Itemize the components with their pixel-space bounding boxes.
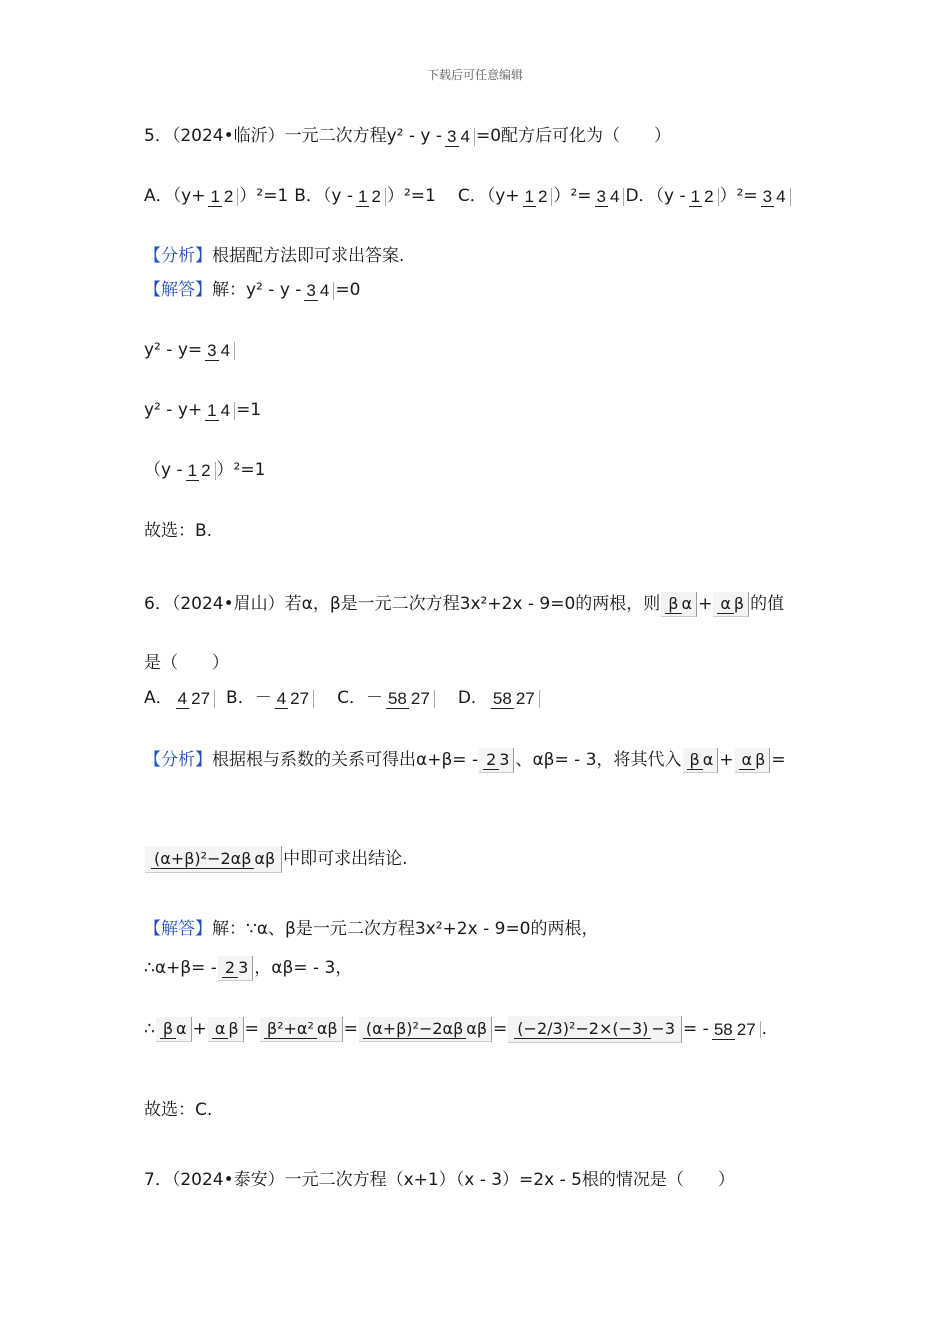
q6-options [144, 690, 541, 708]
denominator: 4 [460, 127, 470, 146]
denominator: 4 [220, 341, 231, 360]
fraction [593, 188, 625, 206]
solution-text-end: =0 [335, 280, 361, 301]
denominator: α [176, 1019, 187, 1038]
fraction [156, 1017, 192, 1042]
period: . [761, 1019, 768, 1039]
option-a-label: A． [144, 688, 173, 709]
denominator: α [681, 594, 693, 613]
denominator: 2 [201, 461, 211, 480]
solution-text-end: ，αβ= - 3， [254, 958, 353, 978]
q6-analysis-line-2 [144, 846, 408, 873]
equals-sign: = [771, 750, 786, 770]
fraction [184, 462, 216, 480]
denominator: αβ [466, 1019, 488, 1038]
fraction [354, 188, 386, 206]
plus-sign: + [719, 750, 734, 770]
numerator: 3 [207, 341, 217, 360]
numerator: 58 [387, 689, 407, 708]
numerator: 1 [210, 187, 220, 206]
q6-solution-line-2 [144, 956, 352, 981]
numerator: 2 [222, 958, 238, 978]
fraction [208, 1017, 244, 1042]
denominator: α [702, 750, 714, 769]
denominator: 27 [191, 689, 211, 708]
numerator: 2 [483, 750, 499, 770]
option-b-tail: ）²=1 [386, 186, 436, 207]
denominator: β [733, 594, 745, 613]
q5-solution [144, 282, 360, 300]
step-text: y² - y= [144, 340, 203, 361]
analysis-text: 根据配方法即可求出答案. [212, 246, 405, 266]
analysis-text: 根据根与系数的关系可得出α+β= - [212, 750, 479, 770]
q6-stem-text-end: 的值 [750, 594, 785, 614]
denominator: 2 [223, 187, 234, 206]
numerator: (α+β)²−2αβ [151, 849, 254, 869]
option-d-label: D．（y - [625, 186, 686, 207]
denominator: −3 [651, 1019, 676, 1038]
option-c-label: C．－ [337, 688, 383, 709]
fraction [260, 1017, 343, 1042]
numerator: 3 [447, 127, 457, 146]
numerator: α [212, 1019, 229, 1039]
denominator: 2 [704, 187, 714, 206]
fraction [384, 690, 435, 708]
fraction [443, 128, 475, 146]
numerator: α [739, 750, 756, 770]
denominator: β [755, 750, 766, 769]
numerator: β²+α² [264, 1019, 317, 1039]
denominator: β [228, 1019, 239, 1038]
numerator: 58 [492, 689, 512, 708]
numerator: β [665, 594, 681, 614]
q6-stem-text: 6．（2024•眉山）若α，β是一元二次方程3x²+2x - 9=0的两根，则 [144, 594, 661, 614]
numerator: 3 [762, 187, 773, 206]
step-text: （y - [144, 460, 183, 481]
q5-step-3 [144, 462, 265, 480]
q5-step-1 [144, 342, 236, 360]
q6-solution-line-3 [144, 1016, 767, 1043]
option-a-label: A．（y+ [144, 186, 206, 207]
fraction [735, 748, 771, 773]
q6-stem-line-2 [144, 655, 229, 672]
numerator: β [160, 1019, 176, 1039]
fraction [302, 282, 334, 300]
step-text-end: ）²=1 [216, 460, 266, 481]
option-b-label: B．－ [226, 688, 272, 709]
answer-choice: 故选：C. [144, 1100, 213, 1120]
plus-sign: + [192, 1019, 207, 1039]
denominator: αβ [316, 1019, 338, 1038]
option-a-tail: ）²=1 [239, 186, 289, 207]
fraction [521, 188, 553, 206]
q6-analysis [144, 748, 786, 773]
fraction [359, 1017, 492, 1042]
q5-stem-text: 5．（2024•临沂）一元二次方程y² - y - [144, 126, 443, 147]
fraction [479, 748, 514, 773]
fraction [174, 690, 215, 708]
analysis-tag: 【分析】 [144, 750, 212, 770]
fraction [759, 188, 791, 206]
option-c-label: C．（y+ [457, 186, 520, 207]
denominator: 3 [499, 750, 510, 769]
q5-options [144, 188, 792, 206]
numerator: α [717, 594, 734, 614]
solution-tag: 【解答】 [144, 280, 212, 301]
denominator: 27 [736, 1019, 756, 1039]
denominator: 4 [776, 187, 786, 206]
equals-sign: = - [683, 1019, 709, 1039]
page-header: 下载后可任意编辑 [426, 68, 523, 82]
numerator: 1 [358, 187, 368, 206]
denominator: 27 [290, 689, 310, 708]
q5-choose [144, 523, 212, 540]
solution-text: 解：∵α、β是一元二次方程3x²+2x - 9=0的两根， [212, 919, 599, 939]
fraction [203, 402, 235, 420]
denominator: 2 [537, 187, 548, 206]
numerator: β [687, 750, 703, 770]
q5-stem [144, 128, 671, 146]
fraction [489, 690, 540, 708]
q5-step-2 [144, 402, 261, 420]
denominator: 2 [371, 187, 381, 206]
denominator: 27 [515, 689, 535, 708]
step-text: y² - y+ [144, 400, 203, 421]
analysis-text-mid: 、αβ= - 3，将其代入 [515, 750, 682, 770]
q7-stem-text: 7．（2024•泰安）一元二次方程（x+1）（x - 3）=2x - 5根的情况是（ ） [144, 1170, 735, 1190]
q6-solution [144, 921, 599, 938]
answer-choice: 故选：B. [144, 521, 213, 541]
fraction [687, 188, 719, 206]
option-d-label: D． [457, 688, 488, 709]
numerator: (α+β)²−2αβ [363, 1019, 466, 1039]
denominator: 3 [238, 958, 249, 977]
q6-stem-text-2: 是（ ） [144, 653, 229, 673]
fraction [203, 342, 235, 360]
numerator: (−2/3)²−2×(−3) [514, 1019, 651, 1039]
analysis-tag: 【分析】 [144, 246, 212, 266]
denominator: αβ [254, 849, 276, 868]
fraction [713, 592, 749, 617]
q7-stem [144, 1172, 735, 1189]
fraction [508, 1016, 682, 1043]
numerator: 1 [207, 401, 217, 420]
option-b-label: B．（y - [294, 186, 354, 207]
fraction [683, 748, 719, 773]
fraction [661, 592, 697, 617]
denominator: 27 [410, 689, 430, 708]
numerator: 3 [596, 187, 606, 206]
equals-sign: = [493, 1019, 508, 1039]
q6-stem [144, 592, 784, 617]
denominator: 4 [220, 401, 231, 420]
analysis-text-end: 中即可求出结论. [283, 849, 408, 869]
equals-sign: = [244, 1019, 259, 1039]
q5-stem-text-end: =0配方后可化为（ ） [475, 126, 672, 147]
therefore-sign: ∴ [144, 1019, 155, 1039]
solution-tag: 【解答】 [144, 919, 212, 939]
fraction [218, 956, 253, 981]
solution-text: ∴α+β= - [144, 958, 217, 978]
fraction [710, 1021, 761, 1039]
numerator: 3 [306, 281, 316, 300]
numerator: 58 [713, 1019, 733, 1039]
option-c-tail: ）²= [553, 186, 592, 207]
numerator: 1 [690, 187, 701, 206]
step-text-end: =1 [236, 400, 262, 421]
q5-analysis [144, 248, 404, 265]
numerator: 1 [524, 187, 534, 206]
plus-sign: + [698, 594, 713, 614]
numerator: 4 [276, 689, 287, 708]
fraction [273, 690, 314, 708]
numerator: 1 [187, 461, 198, 480]
option-d-tail: ）²= [719, 186, 758, 207]
denominator: 4 [319, 281, 330, 300]
fraction [145, 846, 282, 873]
denominator: 4 [609, 187, 620, 206]
solution-text: 解：y² - y - [212, 280, 302, 301]
fraction [206, 188, 238, 206]
numerator: 4 [177, 689, 188, 708]
q6-choose [144, 1102, 212, 1119]
equals-sign: = [343, 1019, 358, 1039]
